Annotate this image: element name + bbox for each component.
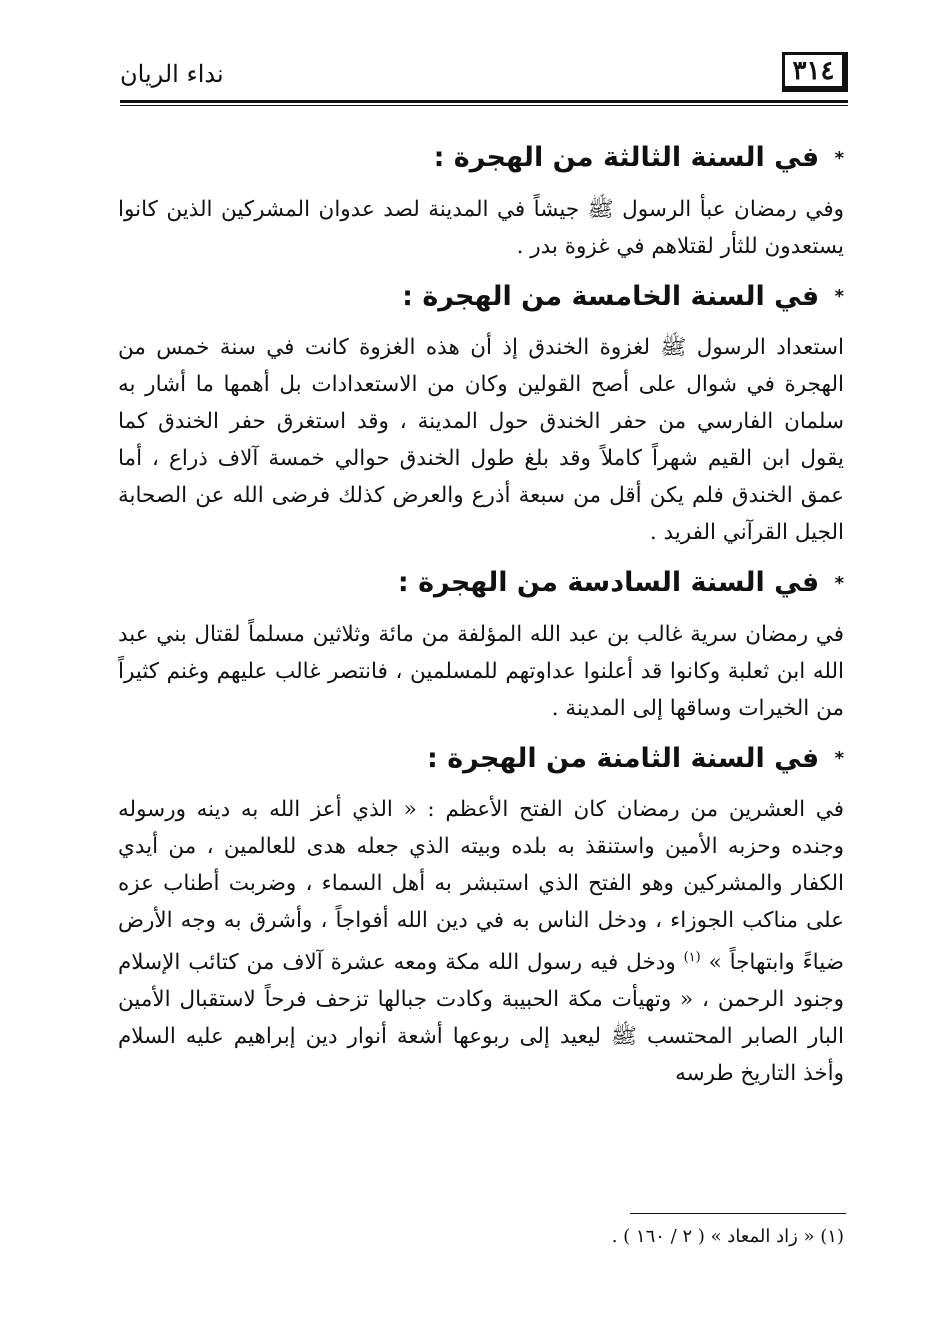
section-heading [118, 275, 844, 320]
paragraph-text-continued: ودخل فيه رسول الله مكة ومعه عشرة آلاف من كتائب الإسلام وجنود الرحمن ، « وتهيأت مكة الحبيبة وكادت جبالها تزحف فرحاً لاستقبال الأمين البار الصابر المحتسب ﷺ ليعيد إلى ربوعها أشعة أنوار دين إبراهيم عليه السلام وأخذ التاريخ طرسه [118, 950, 844, 1087]
footnote-marker[interactable]: (١) [683, 950, 701, 965]
section-paragraph [118, 791, 844, 1092]
page-body [118, 136, 844, 1102]
heading-star: * [834, 286, 844, 307]
header-rule-thin [120, 105, 848, 106]
page-number-box [782, 52, 848, 92]
section-heading-text: في السنة الثالثة من الهجرة : [433, 142, 820, 173]
page-header [120, 52, 848, 98]
section-heading-text: في السنة الثامنة من الهجرة : [427, 742, 820, 774]
section-paragraph: في رمضان سرية غالب بن عبد الله المؤلفة من مائة وثلاثين مسلماً لقتال بني عبد الله ابن ثعلبة وكانوا قد أعلنوا عداوتهم للمسلمين ، فانتصر غالب عليهم وغنم كثيراً من الخيرات وساقها إلى المدينة . [118, 621, 844, 721]
heading-star: * [834, 748, 844, 769]
section-paragraph: وفي رمضان عبأ الرسول ﷺ جيشاً في المدينة لصد عدوان المشركين الذين كانوا يستعدون للثأر لقتلاهم في غزوة بدر . [118, 196, 844, 259]
section-heading-text: في السنة السادسة من الهجرة : [397, 567, 820, 598]
page-number: ٣١٤ [792, 55, 835, 86]
paragraph-text: في العشرين من رمضان كان الفتح الأعظم : « الذي أعز الله به دينه ورسوله وجنده وحزبه الأمين واستنقذ به بلده وبيته الذي جعله هدى للعالمين ، من أيدي الكفار والمشركين وهو الفتح الذي استبشر به أهل السماء ، وضربت أطناب عزه على مناكب الجوزاء ، ودخل الناس به في دين الله أفواجاً ، وأشرق به وجه الأرض ضياءً وابتهاجاً » [118, 797, 844, 976]
heading-star: * [834, 572, 844, 594]
section-heading [118, 136, 844, 181]
section-heading [118, 561, 844, 606]
section-paragraph: استعداد الرسول ﷺ لغزوة الخندق إذ أن هذه الغزوة كانت في سنة خمس من الهجرة في شوال على أصح القولين وكان من الاستعدادات بل أهمها ما أشار به سلمان الفارسي من حفر الخندق حول المدينة ، وقد استغرق حفر الخندق كما يقول ابن القيم شهراً كاملاً وقد بلغ طول الخندق حوالي خمسة آلاف ذراع ، أما عمق الخندق فلم يكن أقل من سبعة أذرع والعرض كذلك فرضى الله عن الصحابة الجيل القرآني الفريد . [118, 335, 844, 545]
running-title: نداء الريان [120, 60, 224, 88]
heading-star: * [834, 147, 844, 169]
footnote-rule [630, 1213, 846, 1214]
footnote: (١) « زاد المعاد » ( ٢ / ١٦٠ ) . [611, 1226, 844, 1247]
section-heading-text: في السنة الخامسة من الهجرة : [402, 280, 820, 312]
section-heading [118, 737, 844, 782]
